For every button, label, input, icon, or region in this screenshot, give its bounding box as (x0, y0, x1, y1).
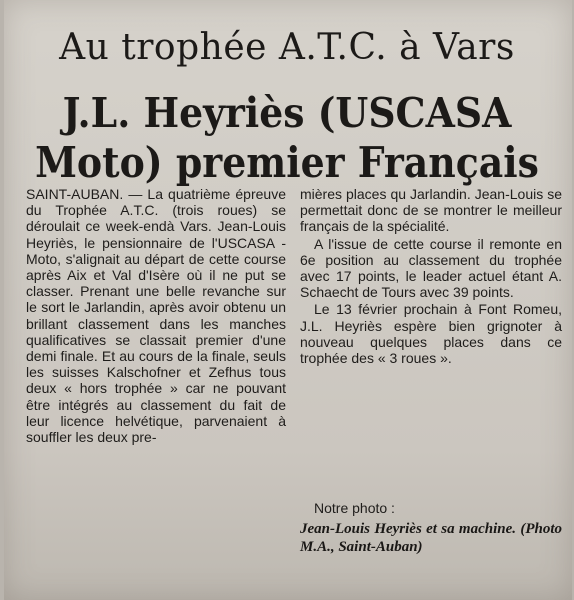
article-headline-line-2: Moto) premier Français (35, 138, 539, 187)
article-headline-line-1: J.L. Heyriès (USCASA (62, 89, 512, 137)
right-column-paragraph-2: A l'issue de cette course il remonte en 6e position au classement du trophée avec 17 points, le leader actuel étant A. Schaecht de Tours avec 39 points. (300, 235, 562, 301)
article-left-column (26, 186, 286, 445)
right-column-paragraph-1: mières places qu Jarlandin. Jean-Louis se permettait donc de se montrer le meilleur français de la spécialité. (300, 186, 562, 235)
photo-label: Notre photo : (314, 500, 395, 516)
article-kicker: Au trophée A.T.C. à Vars (59, 27, 515, 68)
article-right-column (300, 186, 562, 366)
right-column-paragraph-3: Le 13 février prochain à Font Romeu, J.L. Heyriès espère bien grignoter à nouveau quelques places dans ce trophée des « 3 roues ». (300, 301, 562, 367)
photo-caption: Jean-Louis Heyriès et sa machine. (Photo M.A., Saint-Auban) (300, 521, 562, 555)
left-column-paragraph: SAINT-AUBAN. — La quatrième épreuve du Trophée A.T.C. (trois roues) se déroulait ce week-endà Vars. Jean-Louis Heyriès, le pensionnaire de l'USCASA - Moto, s'alignait au départ de cette course après Aix et Val d'Isère où il ne put se classer. Prenant une belle revanche sur le sort le Jarlandin, après avoir obtenu un brillant classement dans les manches qualificatives se classait premier d'une demi finale. Et au cours de la finale, seuls les suisses Kalschofner et Zefhus tous deux « hors trophée » car ne pouvant être intégrés au classement du fait de leur licence helvétique, parvenaient à souffler les deux pre- (26, 186, 286, 446)
